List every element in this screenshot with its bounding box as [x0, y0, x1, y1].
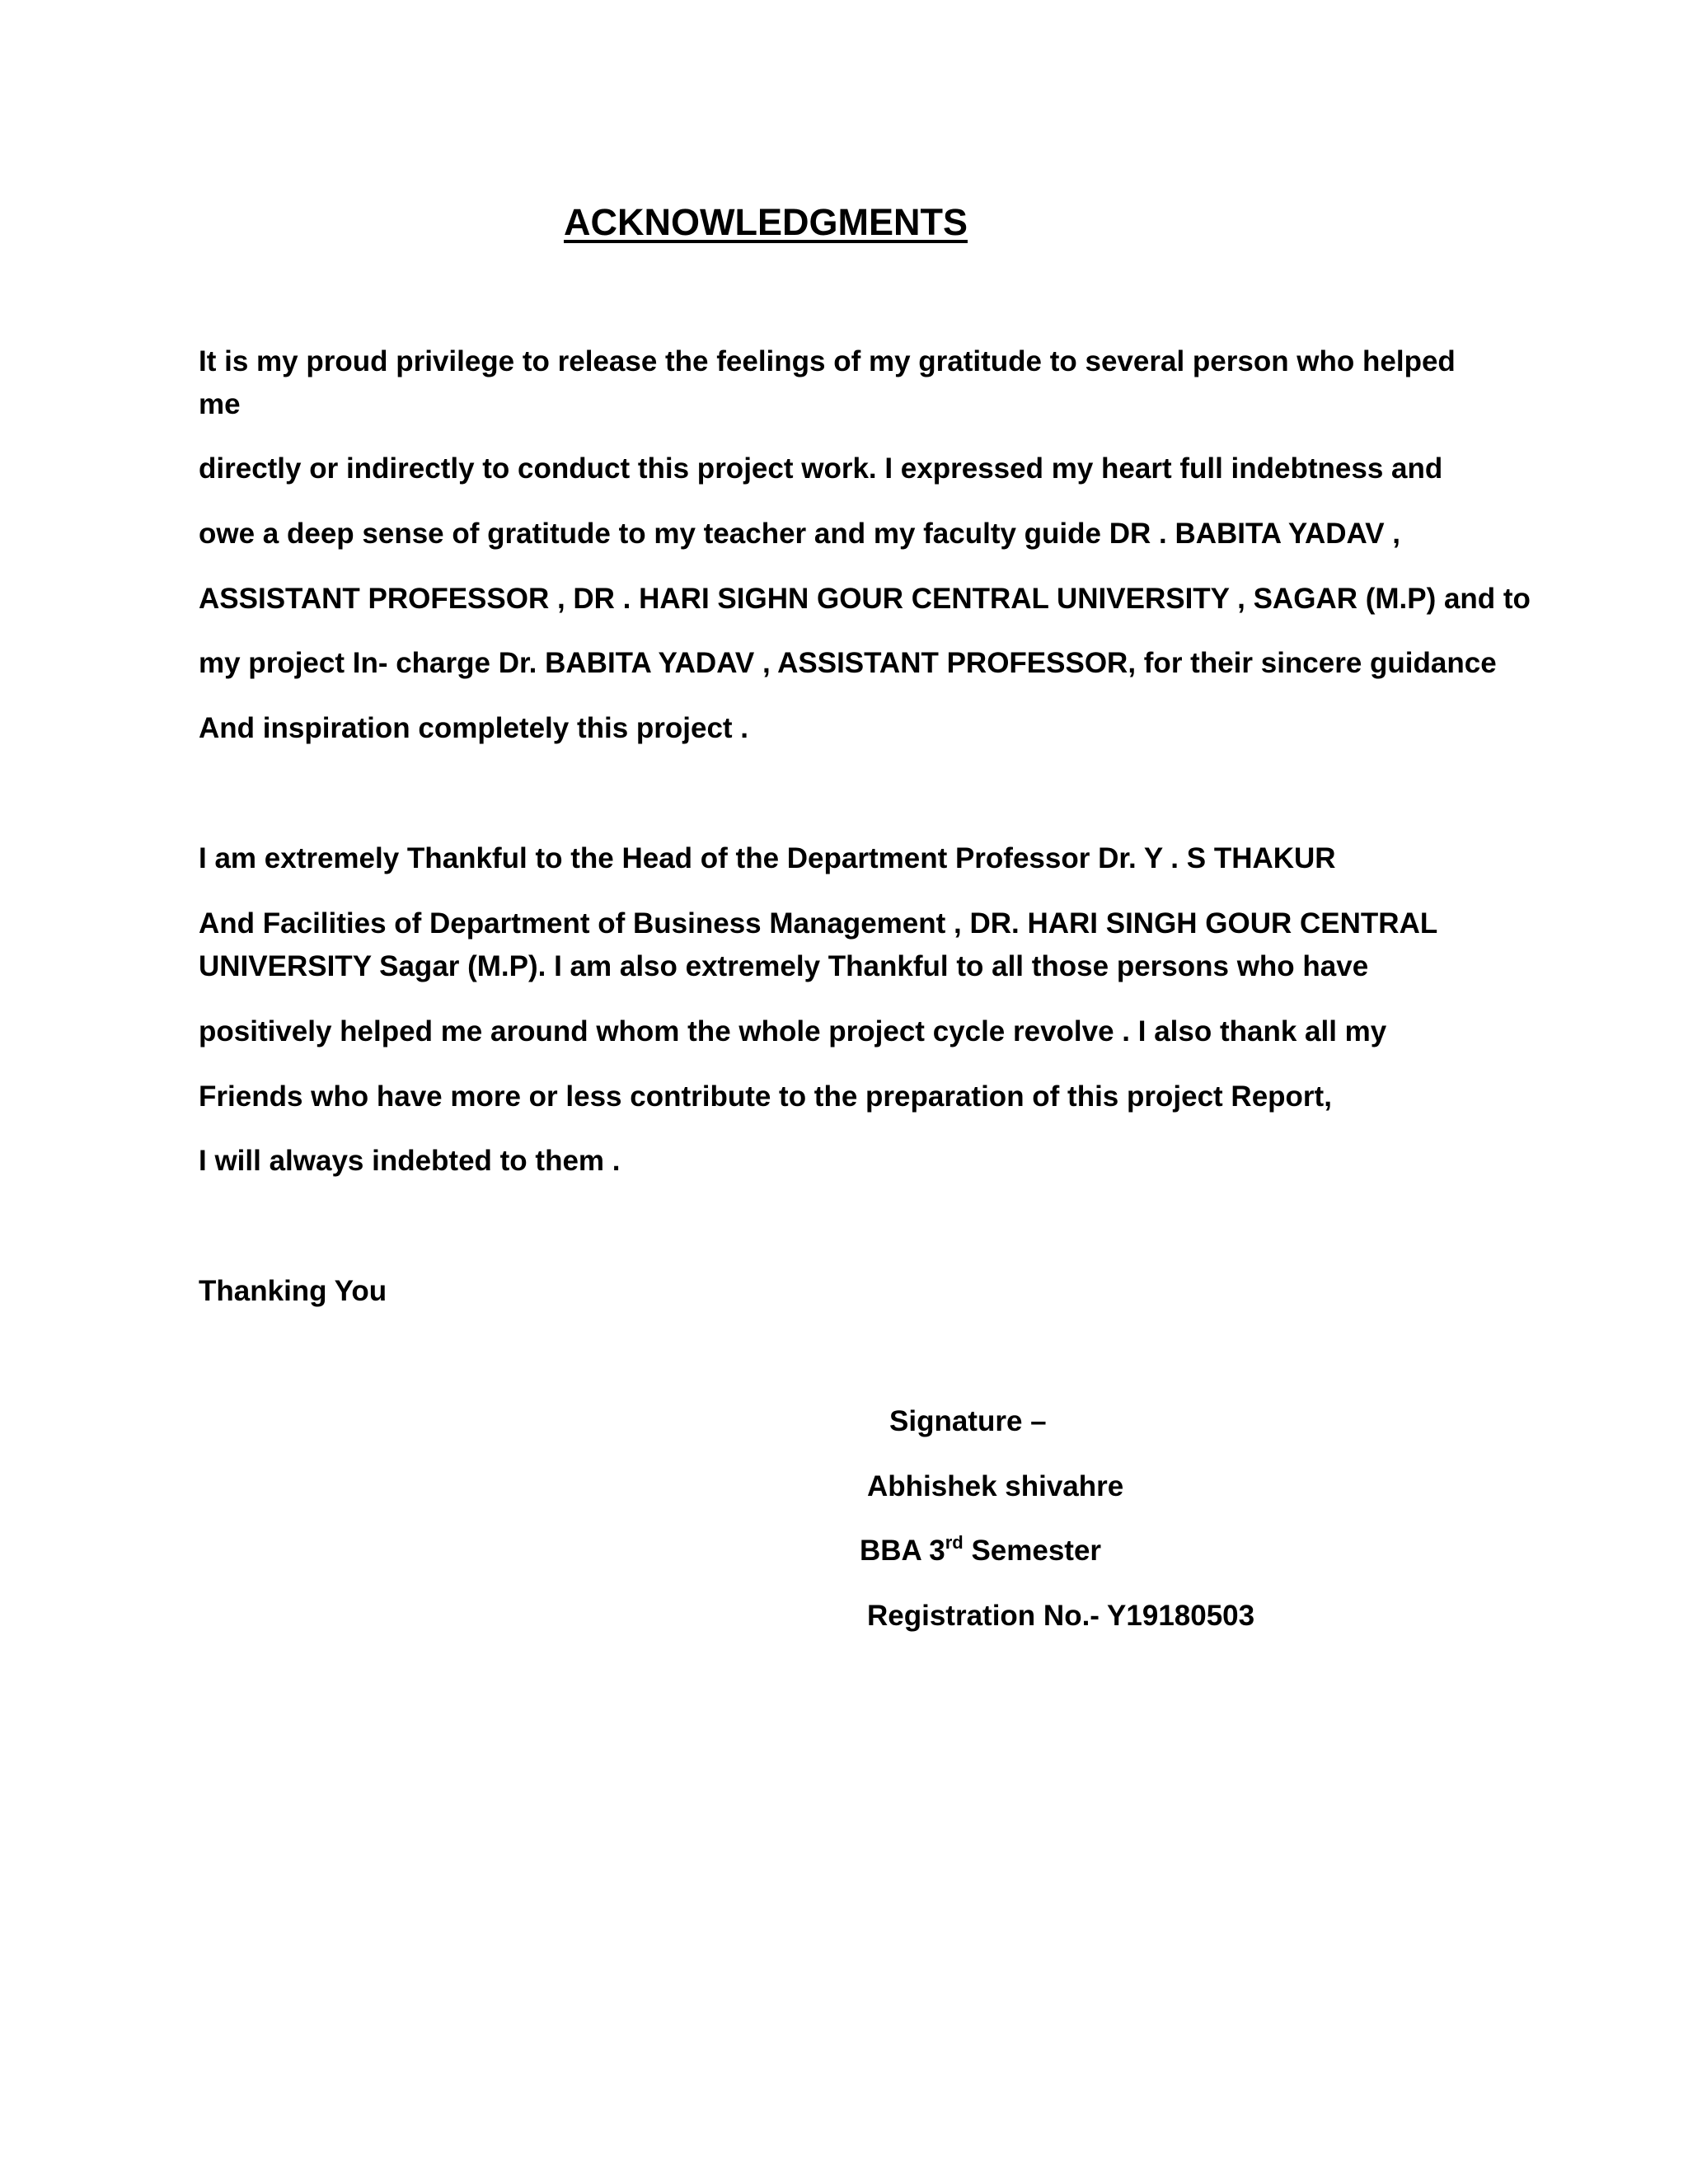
- paragraph-1-line-4: owe a deep sense of gratitude to my teacher and my faculty guide DR . BABITA YADAV ,: [199, 518, 1401, 550]
- paragraph-1-line-5: ASSISTANT PROFESSOR , DR . HARI SIGHN GOUR CENTRAL UNIVERSITY , SAGAR (M.P) and to: [199, 583, 1531, 615]
- paragraph-1-line-6: my project In- charge Dr. BABITA YADAV , ASSISTANT PROFESSOR, for their sincere guidance: [199, 647, 1497, 679]
- signature-course: [860, 1534, 1101, 1568]
- signature-course-superscript: rd: [945, 1532, 964, 1553]
- paragraph-1-line-2: me: [199, 388, 241, 420]
- paragraph-2-line-6: I will always indebted to them .: [199, 1145, 621, 1177]
- signature-label: Signature –: [889, 1405, 1047, 1437]
- page-title: ACKNOWLEDGMENTS: [564, 201, 968, 243]
- signature-registration: Registration No.- Y19180503: [867, 1600, 1255, 1632]
- paragraph-2-line-2: And Facilities of Department of Business Management , DR. HARI SINGH GOUR CENTRAL: [199, 907, 1438, 940]
- paragraph-1-line-1: It is my proud privilege to release the feelings of my gratitude to several person who helped: [199, 345, 1456, 377]
- paragraph-1-line-3: directly or indirectly to conduct this project work. I expressed my heart full indebtness and: [199, 452, 1443, 485]
- closing-text: Thanking You: [199, 1275, 387, 1307]
- paragraph-2-line-4: positively helped me around whom the whole project cycle revolve . I also thank all my: [199, 1015, 1387, 1047]
- paragraph-2-line-1: I am extremely Thankful to the Head of the Department Professor Dr. Y . S THAKUR: [199, 842, 1336, 874]
- signature-name: Abhishek shivahre: [867, 1470, 1124, 1502]
- signature-course-prefix: BBA 3: [860, 1535, 945, 1567]
- signature-course-suffix: Semester: [963, 1535, 1102, 1567]
- paragraph-2-line-3: UNIVERSITY Sagar (M.P). I am also extremely Thankful to all those persons who have: [199, 950, 1369, 982]
- paragraph-2-line-5: Friends who have more or less contribute to the preparation of this project Report,: [199, 1080, 1332, 1113]
- paragraph-1-line-7: And inspiration completely this project .: [199, 712, 749, 744]
